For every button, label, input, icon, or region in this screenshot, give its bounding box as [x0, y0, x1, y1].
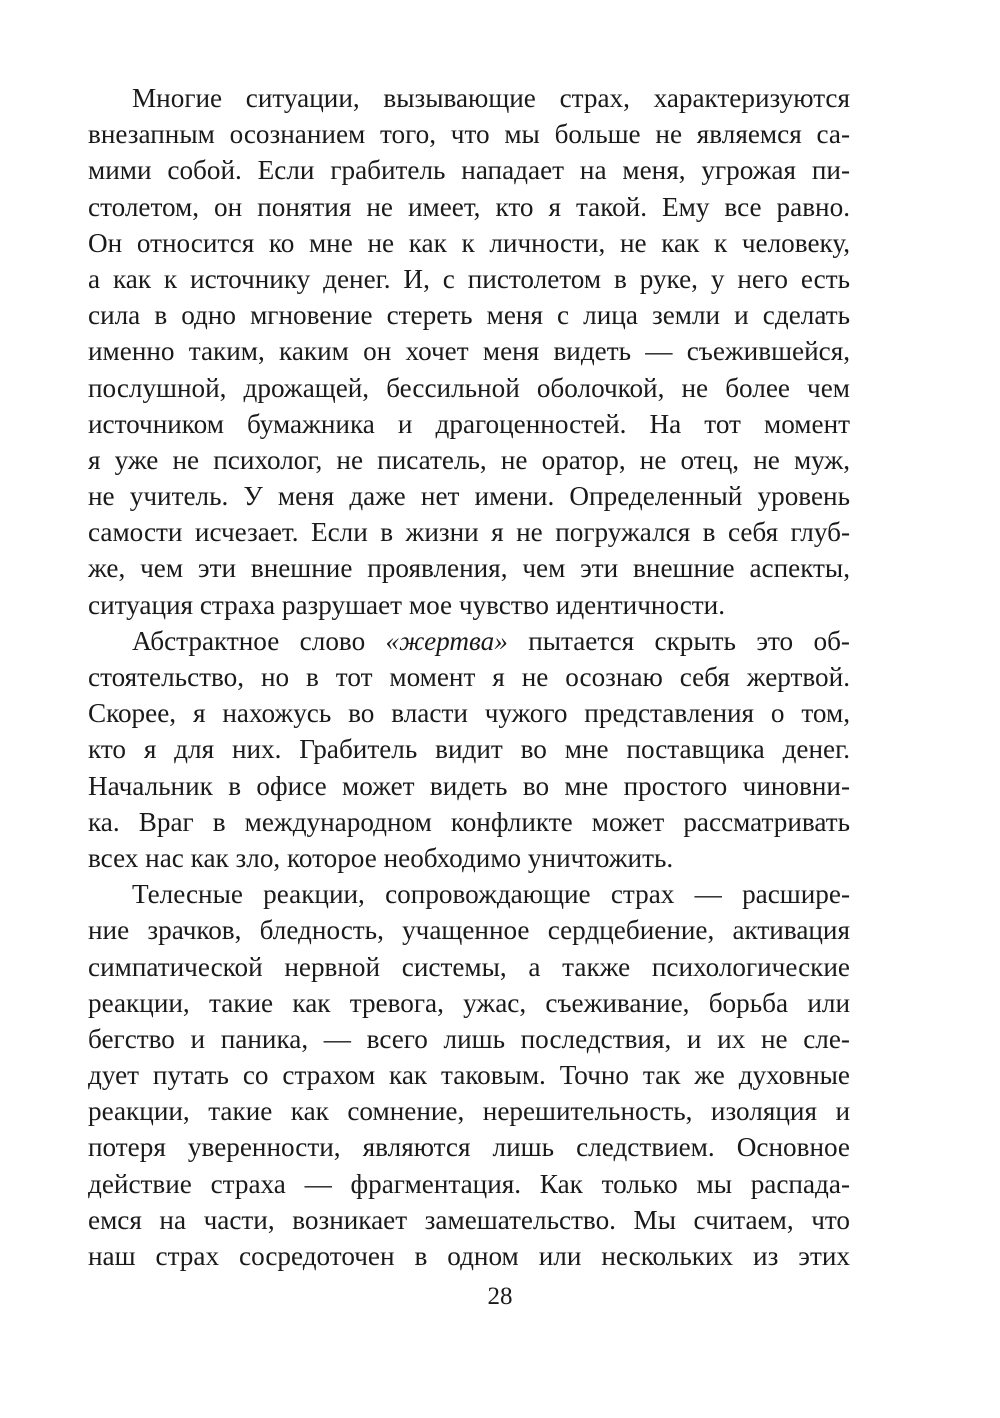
paragraph [88, 623, 850, 876]
text-line: Он относится ко мне не как к личности, не как к человеку, [88, 227, 850, 258]
text-run: Абстрактное слово [132, 625, 386, 656]
text-line: действие страха — фрагментация. Как только мы распада- [88, 1168, 850, 1199]
text-line: мими собой. Если грабитель нападает на меня, угрожая пи- [88, 155, 850, 186]
text-line: бегство и паника, — всего лишь последствия, и их не сле- [88, 1023, 850, 1054]
text-line: Многие ситуации, вызывающие страх, характеризуются [132, 83, 850, 113]
text-line: реакции, такие как сомнение, нерешительность, изоляция и [88, 1096, 850, 1127]
text-line: я уже не психолог, не писатель, не оратор, не отец, не муж, [88, 444, 850, 475]
text-run: пытается скрыть это об- [507, 625, 850, 656]
text-line: сила в одно мгновение стереть меня с лица земли и сделать [88, 300, 850, 331]
text-line: именно таким, каким он хочет меня видеть — съежившейся, [88, 336, 850, 367]
text-line: же, чем эти внешние проявления, чем эти внешние аспекты, [88, 553, 850, 584]
text-line: не учитель. У меня даже нет имени. Определенный уровень [88, 481, 850, 512]
text-line: Скорее, я нахожусь во власти чужого представления о том, [88, 698, 850, 729]
text-line: наш страх сосредоточен в одном или нескольких из этих [88, 1241, 850, 1271]
text-line: ние зрачков, бледность, учащенное сердцебиение, активация [88, 915, 850, 946]
text-line: послушной, дрожащей, бессильной оболочкой, не более чем [88, 372, 850, 403]
text-line: а как к источнику денег. И, с пистолетом в руке, у него есть [88, 263, 850, 294]
paragraph [88, 80, 850, 623]
emphasized-term: «жертва» [385, 625, 508, 656]
text-line: ситуация страха разрушает мое чувство идентичности. [88, 589, 726, 620]
text-line: Телесные реакции, сопровождающие страх — расшире- [132, 879, 850, 910]
text-line [88, 623, 850, 659]
text-line: симпатической нервной системы, а также психологические [88, 951, 850, 982]
text-line: потеря уверенности, являются лишь следствием. Основное [88, 1132, 850, 1163]
text-line: дует путать со страхом как таковым. Точно так же духовные [88, 1060, 850, 1091]
text-line: столетом, он понятия не имеет, кто я такой. Ему все равно. [88, 191, 850, 222]
page-number: 28 [487, 1283, 513, 1310]
body-text [88, 80, 850, 1274]
text-line: самости исчезает. Если в жизни я не погружался в себя глуб- [88, 517, 850, 548]
text-line: кто я для них. Грабитель видит во мне поставщика денег. [88, 734, 850, 765]
text-line: реакции, такие как тревога, ужас, съеживание, борьба или [88, 987, 850, 1018]
text-line: Начальник в офисе может видеть во мне простого чиновни- [88, 770, 850, 801]
text-line: ка. Враг в международном конфликте может рассматривать [88, 806, 850, 837]
text-line: всех нас как зло, которое необходимо уничтожить. [88, 842, 674, 873]
text-line: внезапным осознанием того, что мы больше не являемся са- [88, 119, 850, 150]
text-line: емся на части, возникает замешательство. Мы считаем, что [88, 1204, 850, 1235]
text-line: источником бумажника и драгоценностей. На тот момент [88, 408, 850, 439]
paragraph [88, 876, 850, 1274]
text-line: стоятельство, но в тот момент я не осознаю себя жертвой. [88, 662, 850, 692]
